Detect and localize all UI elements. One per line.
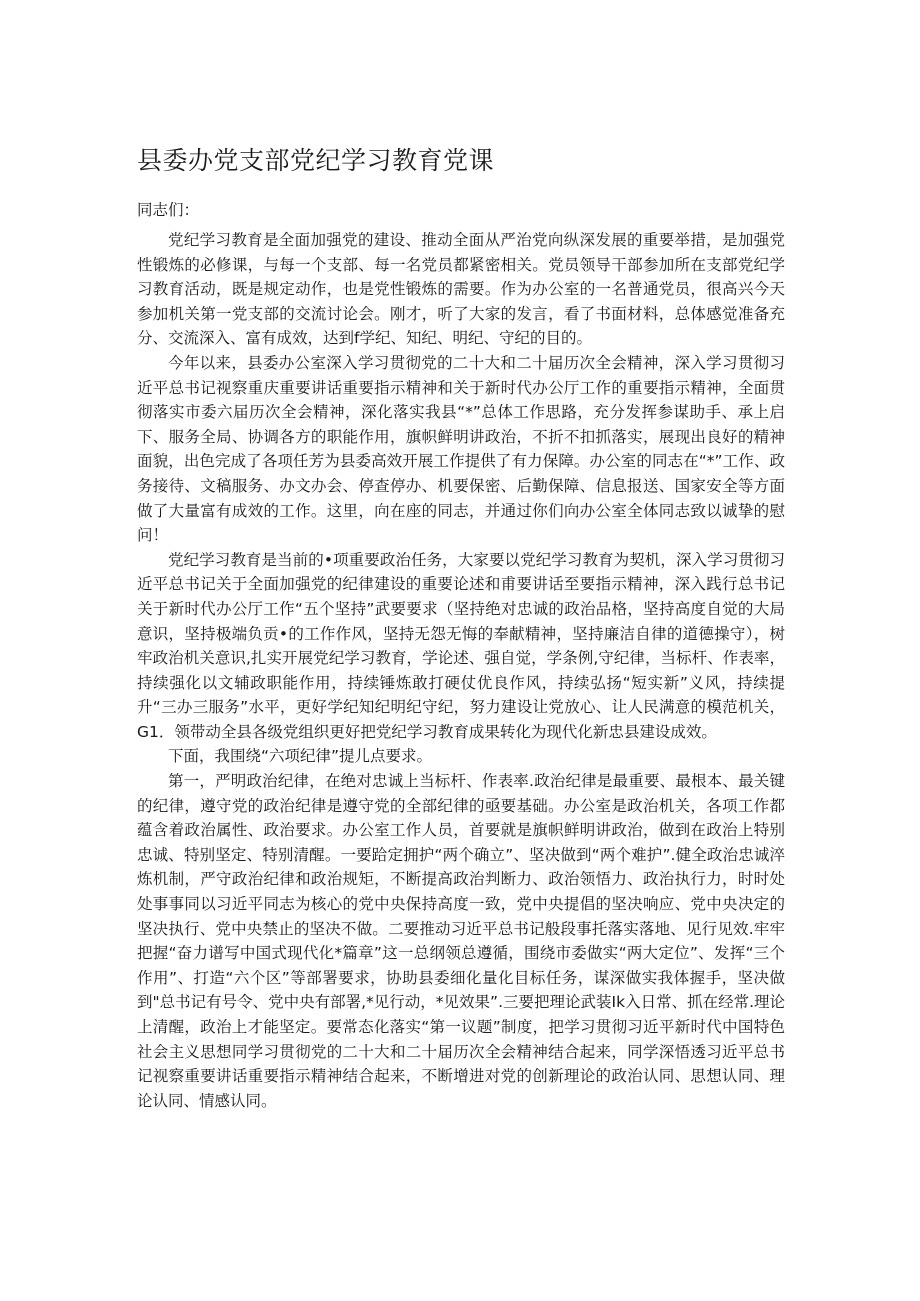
paragraph-work-review: 今年以来，县委办公室深入学习贯彻党的二十大和二十届历次全会精神，深入学习贯彻习近平总书记视察重庆重要讲话重要指示精神和关于新时代办公厅工作的重要指示精神，全面贯彻落实市委六届历次全会精神，深化落实我县“*”总体工作思路，充分发挥参谋助手、承上启下、服务全局、协调各方的职能作用，旗帜鲜明讲政治，不折不扣抓落实，展现出良好的精神面貌，出色完成了各项任芳为县委高效开展工作提供了有力保障。办公室的同志在“*”工作、政务接待、文稿服务、办文办会、停查停办、机要保密、后勤保障、信息报送、国家安全等方面做了大量富有成效的工作。这里，向在座的同志，并通过你们向办公室全体同志致以诚挚的慰问！ bbox=[137, 353, 785, 545]
document-body bbox=[137, 228, 785, 1113]
document-title: 县委办党支部党纪学习教育党课 bbox=[137, 146, 495, 175]
paragraph-transition: 下面，我围绕“六项纪律”提儿点要求。 bbox=[168, 747, 433, 766]
salutation: 同志们： bbox=[137, 201, 200, 219]
paragraph-intro: 党纪学习教育是全面加强党的建设、推动全面从严治党向纵深发展的重要举措，是加强党性锻炼的必修课，与每一个支部、每一名党员都紧密相关。党员领导干部参加所在支部党纪学习教育活动，既是规定动作，也是党性锻炼的需要。作为办公室的一名普通党员，很高兴今天参加机关第一党支部的交流讨论会。刚才，听了大家的发言，看了书面材料，总体感觉准备充分、交流深入、富有成效，达到f学纪、知纪、明纪、守纪的目的。 bbox=[137, 231, 785, 348]
paragraph-learning-task: 党纪学习教育是当前的•项重要政治任务，大家要以党纪学习教育为契机，深入学习贯彻习近平总书记关于全面加强党的纪律建设的重要论述和甫要讲话至要指示精神，深入践行总书记关于新时代办公厅工作“五个坚持”武要要求（坚持绝对忠诚的政治品格，坚持高度自觉的大局意识，坚持极端负贡•的工作作风，坚持无怨无悔的奉献精神，坚持廉洁自律的道德操守），树牢政治机关意识,扎实开展党纪学习教育，学论述、强自觉，学条例,守纪律，当标杆、作表率，持续强化以文辅政职能作用，持续锤炼敢打硬仗优良作风，持续弘扬“短实新”义风，持续提升“三办三服务”水平，更好学纪知纪明纪守纪，努力建设让党放心、让人民满意的模范机关，G1．领带动全县各级党组织更好把党纪学习教育成果转化为现代化新忠县建设成效。 bbox=[137, 550, 785, 741]
paragraph-political-discipline: 第一，严明政治纪律，在绝对忠诚上当标杆、作表率.政治纪律是最重要、最根本、最关键的纪律，遵守党的政治纪律是遵守党的全部纪律的亟要基础。办公室是政治机关，各项工作都蕴含着政治属性、政治要求。办公室工作人员，首要就是旗帜鲜明讲政治，做到在政治上特别忠诚、特别坚定、特别清醒。一要跲定拥护“两个确立”、坚决做到“两个难护”.健全政治忠诚淬炼机制，严守政治纪律和政治规矩，不断提高政治判断力、政治领悟力、政治执行力，时时处处事事同以习近平同志为核心的党中央保持高度一致，党中央提倡的坚决响应、党中央决定的坚决执行、党中央禁止的坚决不做。二要推动习近平总书记般段事托落实落地、见行见效.牢牢把握“奋力谱写中国式现代化*篇章”这一总纲领总遵循，围绕市委做实“两大定位”、发挥“三个作用”、打造“六个区”等部署要求，协助县委细化量化目标任务，谋深做实我体握手，坚决做到"总书记有号令、党中央有部署,*见行动，*见效果”.三要把理论武装Ik入日常、抓在经常.理论上清醒，政治上才能坚定。要常态化落实“第一议题”制度，把学习贯彻习近平新时代中国特色社会主义思想同学习贯彻党的二十大和二十届历次全会精神结合起来，同学深悟透习近平总书记视察重要讲话重要指示精神结合起来，不断增进对党的创新理论的政治认同、思想认同、理论认同、情感认同。 bbox=[137, 772, 785, 1110]
